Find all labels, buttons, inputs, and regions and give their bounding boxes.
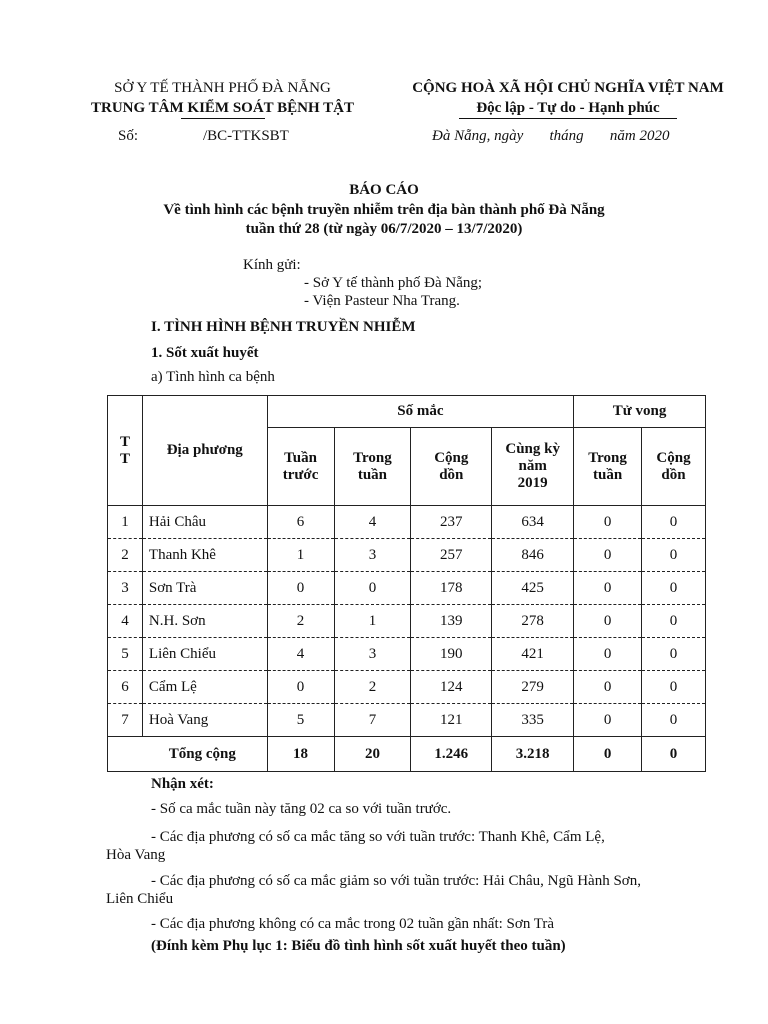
total-cumulative: 1.246 xyxy=(411,737,492,772)
same-period-2019: 846 xyxy=(492,539,574,572)
comment-item: - Các địa phương có số ca mắc tăng so với tuần trước: Thanh Khê, Cẩm Lệ, xyxy=(151,829,605,845)
cumulative-cases: 139 xyxy=(411,605,492,638)
deaths-in-week: 0 xyxy=(574,704,642,737)
table-row xyxy=(108,506,706,539)
comment-item-cont: Hòa Vang xyxy=(106,847,166,863)
comment-item-cont: Liên Chiểu xyxy=(106,891,174,907)
org-divider xyxy=(181,118,265,119)
table-row xyxy=(108,638,706,671)
recipient-item: - Viện Pasteur Nha Trang. xyxy=(304,293,460,309)
total-label: Tổng cộng xyxy=(108,737,268,772)
table-row xyxy=(108,605,706,638)
total-death-cumulative: 0 xyxy=(642,737,706,772)
national-header xyxy=(378,78,758,119)
same-period-2019: 335 xyxy=(492,704,574,737)
in-week-cases: 1 xyxy=(334,605,411,638)
locality-name: N.H. Sơn xyxy=(142,605,267,638)
cumulative-cases: 237 xyxy=(411,506,492,539)
doc-number-label: Số: xyxy=(118,128,139,144)
report-period: tuần thứ 28 (từ ngày 06/7/2020 – 13/7/2020) xyxy=(245,221,523,237)
cumulative-cases: 124 xyxy=(411,671,492,704)
table-total-row xyxy=(108,737,706,772)
cumulative-cases: 190 xyxy=(411,638,492,671)
locality-name: Liên Chiểu xyxy=(142,638,267,671)
same-period-2019: 421 xyxy=(492,638,574,671)
comment-item: - Số ca mắc tuần này tăng 02 ca so với tuần trước. xyxy=(151,801,452,817)
issuing-organization xyxy=(70,78,375,119)
row-number: 1 xyxy=(108,506,143,539)
locality-name: Thanh Khê xyxy=(142,539,267,572)
row-number: 6 xyxy=(108,671,143,704)
col-header-death-cumulative: Cộng dồn xyxy=(642,428,706,506)
same-period-2019: 634 xyxy=(492,506,574,539)
prev-week-cases: 6 xyxy=(267,506,334,539)
col-header-locality: Địa phương xyxy=(142,396,267,506)
locality-name: Cẩm Lệ xyxy=(142,671,267,704)
deaths-cumulative: 0 xyxy=(642,572,706,605)
section-heading: I. TÌNH HÌNH BỆNH TRUYỀN NHIỄM xyxy=(151,319,416,335)
comment-item: - Các địa phương có số ca mắc giảm so với tuần trước: Hải Châu, Ngũ Hành Sơn, xyxy=(151,873,641,889)
total-same-2019: 3.218 xyxy=(492,737,574,772)
locality-name: Sơn Trà xyxy=(142,572,267,605)
cumulative-cases: 257 xyxy=(411,539,492,572)
table-row xyxy=(108,704,706,737)
col-header-cumulative: Cộng dồn xyxy=(411,428,492,506)
motto-underline xyxy=(459,118,677,119)
prev-week-cases: 5 xyxy=(267,704,334,737)
subsection-heading: 1. Sốt xuất huyết xyxy=(151,345,259,361)
col-header-same-period-2019: Cùng kỳ năm 2019 xyxy=(492,428,574,506)
deaths-cumulative: 0 xyxy=(642,671,706,704)
report-subject: Về tình hình các bệnh truyền nhiễm trên địa bàn thành phố Đà Nẵng xyxy=(163,202,605,218)
prev-week-cases: 1 xyxy=(267,539,334,572)
row-number: 7 xyxy=(108,704,143,737)
recipient-item: - Sở Y tế thành phố Đà Nẵng; xyxy=(304,275,483,291)
deaths-in-week: 0 xyxy=(574,671,642,704)
table-row xyxy=(108,539,706,572)
same-period-2019: 278 xyxy=(492,605,574,638)
prev-week-cases: 4 xyxy=(267,638,334,671)
in-week-cases: 0 xyxy=(334,572,411,605)
locality-name: Hoà Vang xyxy=(142,704,267,737)
dengue-case-table xyxy=(107,395,706,772)
col-header-death-week: Trong tuần xyxy=(574,428,642,506)
in-week-cases: 3 xyxy=(334,638,411,671)
deaths-in-week: 0 xyxy=(574,506,642,539)
cumulative-cases: 178 xyxy=(411,572,492,605)
deaths-cumulative: 0 xyxy=(642,605,706,638)
deaths-cumulative: 0 xyxy=(642,638,706,671)
deaths-in-week: 0 xyxy=(574,539,642,572)
col-group-cases: Số mắc xyxy=(267,396,574,428)
nation-motto: Độc lập - Tự do - Hạnh phúc xyxy=(476,100,660,116)
same-period-2019: 425 xyxy=(492,572,574,605)
org-ministry: SỞ Y TẾ THÀNH PHỐ ĐÀ NẴNG xyxy=(114,80,331,96)
deaths-in-week: 0 xyxy=(574,572,642,605)
in-week-cases: 3 xyxy=(334,539,411,572)
doc-number-code: /BC-TTKSBT xyxy=(203,128,289,144)
table-row xyxy=(108,572,706,605)
col-header-in-week: Trong tuần xyxy=(334,428,411,506)
row-number: 2 xyxy=(108,539,143,572)
in-week-cases: 7 xyxy=(334,704,411,737)
place-date: Đà Nẵng, ngày tháng năm 2020 xyxy=(432,128,670,144)
deaths-in-week: 0 xyxy=(574,605,642,638)
comments-heading: Nhận xét: xyxy=(151,776,214,792)
prev-week-cases: 0 xyxy=(267,671,334,704)
col-header-prev-week: Tuần trước xyxy=(267,428,334,506)
nation-name: CỘNG HOÀ XÃ HỘI CHỦ NGHĨA VIỆT NAM xyxy=(412,80,724,96)
deaths-in-week: 0 xyxy=(574,638,642,671)
attachment-note: (Đính kèm Phụ lục 1: Biểu đồ tình hình sốt xuất huyết theo tuần) xyxy=(151,938,566,954)
total-in-week: 20 xyxy=(334,737,411,772)
table-row xyxy=(108,671,706,704)
row-number: 3 xyxy=(108,572,143,605)
deaths-cumulative: 0 xyxy=(642,539,706,572)
row-number: 5 xyxy=(108,638,143,671)
deaths-cumulative: 0 xyxy=(642,506,706,539)
recipients-label: Kính gửi: xyxy=(243,257,301,273)
in-week-cases: 2 xyxy=(334,671,411,704)
in-week-cases: 4 xyxy=(334,506,411,539)
total-death-week: 0 xyxy=(574,737,642,772)
prev-week-cases: 2 xyxy=(267,605,334,638)
col-group-deaths: Tử vong xyxy=(574,396,706,428)
deaths-cumulative: 0 xyxy=(642,704,706,737)
cumulative-cases: 121 xyxy=(411,704,492,737)
subsubsection-heading: a) Tình hình ca bệnh xyxy=(151,369,275,385)
row-number: 4 xyxy=(108,605,143,638)
prev-week-cases: 0 xyxy=(267,572,334,605)
same-period-2019: 279 xyxy=(492,671,574,704)
locality-name: Hải Châu xyxy=(142,506,267,539)
report-title: BÁO CÁO xyxy=(349,182,419,198)
org-center: TRUNG TÂM KIỂM SOÁT BỆNH TẬT xyxy=(91,100,354,116)
total-prev-week: 18 xyxy=(267,737,334,772)
comment-item: - Các địa phương không có ca mắc trong 02 tuần gần nhất: Sơn Trà xyxy=(151,916,555,932)
col-header-tt: T T xyxy=(108,396,143,506)
